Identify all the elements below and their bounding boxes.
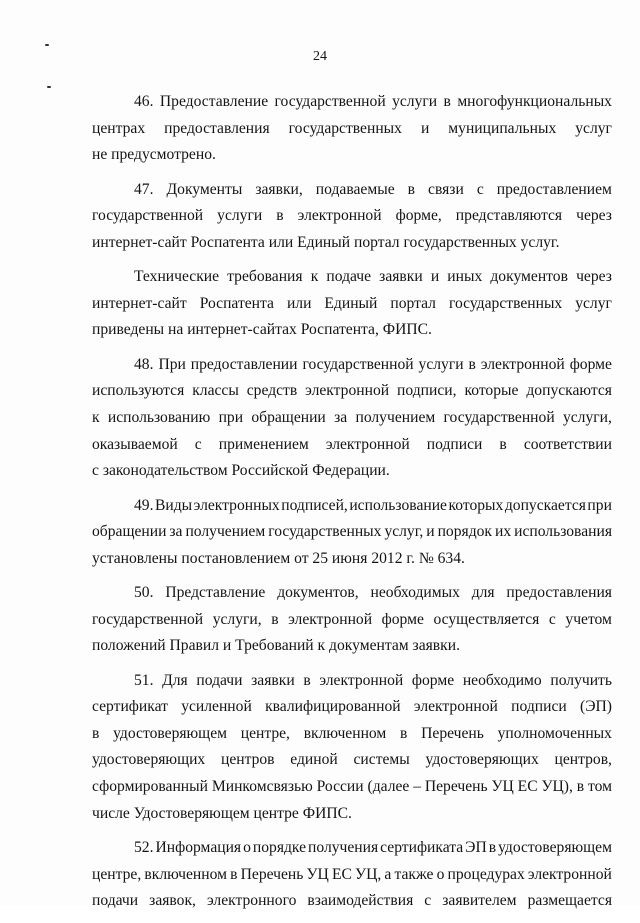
paragraph-p46 [92,89,612,169]
text-line: обращении за получением государственных услуг, и порядок их использования [92,523,612,541]
text-line: Технические требования к подаче заявки и иных документов через [134,268,612,286]
text-line: интернет-сайт Роспатента или Единый портал государственных услуг. [92,233,560,251]
text-line: 47. Документы заявки, подаваемые в связи с предоставлением [134,180,612,198]
paragraph-p47b [92,264,612,344]
text-line: центрах предоставления государственных и муниципальных услуг [92,119,612,137]
text-line: с законодательством Российской Федерации. [92,462,390,480]
text-line: 49. Виды электронных подписей, использование которых допускается при [134,496,612,514]
text-line: используются классы средств электронной подписи, которые допускаются [92,382,612,400]
page-number: 24 [313,49,327,64]
paragraph-p48 [92,352,612,485]
text-line: 51. Для подачи заявки в электронной форме необходимо получить [134,671,612,689]
paragraph-p51 [92,668,612,828]
text-line: 46. Предоставление государственной услуги в многофункциональных [134,93,612,110]
text-line: удостоверяющих центров единой системы удостоверяющих центров, [92,751,612,769]
text-line: установлены постановлением от 25 июня 2012 г. № 634. [92,549,465,567]
text-line: в удостоверяющем центре, включенном в Перечень уполномоченных [92,724,612,742]
text-line: государственной услуги в электронной форме, представляются через [92,207,612,225]
text-line: сформированный Минкомсвязью России (далее – Перечень УЦ ЕС УЦ), в том [92,778,612,796]
text-line: сертификат усиленной квалифицированной электронной подписи (ЭП) [92,698,612,716]
paragraph-p52 [92,835,612,915]
text-line: положений Правил и Требований к документам заявки. [92,637,460,655]
text-line: приведены на интернет-сайтах Роспатента, ФИПС. [92,321,432,339]
text-line: 48. При предоставлении государственной услуги в электронной форме [134,355,612,373]
text-line: не предусмотрено. [92,146,216,164]
text-line: центре, включенном в Перечень УЦ ЕС УЦ, а также о процедурах электронной [92,865,612,883]
text-line: подачи заявок, электронного взаимодействия с заявителем размещается [92,892,612,910]
scan-mark [45,44,49,46]
text-line: 52. Информация о порядке получения сертификата ЭП в удостоверяющем [134,839,612,857]
text-line: интернет-сайт Роспатента или Единый портал государственных услуг [92,294,612,312]
paragraph-p50 [92,580,612,660]
text-line: к использованию при обращении за получением государственной услуги, [92,408,612,426]
text-line: оказываемой с применением электронной подписи в соответствии [92,435,612,453]
scan-mark [47,86,51,88]
text-line: 50. Представление документов, необходимых для предоставления [134,584,612,602]
text-line: числе Удостоверяющем центре ФИПС. [92,804,352,822]
paragraph-p47 [92,177,612,257]
document-body [92,89,612,923]
paragraph-p49 [92,493,612,573]
text-line: государственной услуги, в электронной форме осуществляется с учетом [92,610,612,628]
